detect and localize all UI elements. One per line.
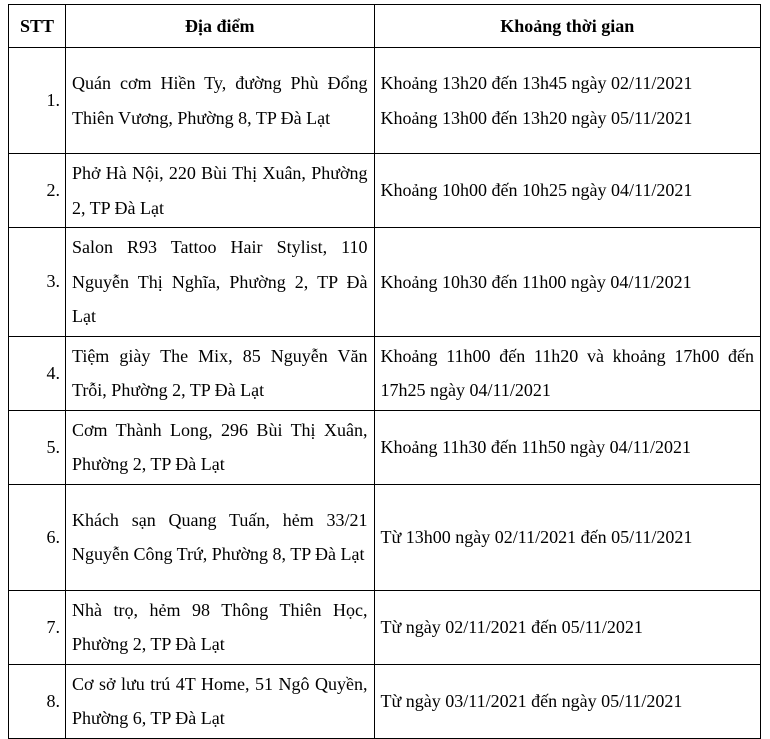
table-row	[9, 410, 761, 484]
time-line: Từ ngày 02/11/2021 đến 05/11/2021	[380, 616, 643, 637]
locations-table	[8, 4, 761, 739]
row-time	[374, 336, 760, 410]
header-time: Khoảng thời gian	[374, 5, 760, 48]
row-stt: 2.	[9, 154, 66, 228]
row-stt: 5.	[9, 410, 66, 484]
row-time	[374, 664, 760, 738]
table-row	[9, 154, 761, 228]
row-location: Quán cơm Hiền Ty, đường Phù Đổng Thiên Vương, Phường 8, TP Đà Lạt	[65, 48, 374, 154]
table-row	[9, 228, 761, 337]
time-line: Từ 13h00 ngày 02/11/2021 đến 05/11/2021	[380, 526, 693, 547]
time-line: Khoảng 10h00 đến 10h25 ngày 04/11/2021	[380, 180, 693, 201]
row-location: Cơm Thành Long, 296 Bùi Thị Xuân, Phường 2, TP Đà Lạt	[65, 410, 374, 484]
table-row	[9, 48, 761, 154]
row-time	[374, 228, 760, 337]
table-row	[9, 336, 761, 410]
row-time	[374, 154, 760, 228]
time-line: Khoảng 11h00 đến 11h20 và khoảng 17h00 đến 17h25 ngày 04/11/2021	[380, 345, 754, 400]
table-row	[9, 590, 761, 664]
table-row	[9, 484, 761, 590]
row-time	[374, 590, 760, 664]
header-stt: STT	[9, 5, 66, 48]
row-time	[374, 48, 760, 154]
row-location: Phở Hà Nội, 220 Bùi Thị Xuân, Phường 2, TP Đà Lạt	[65, 154, 374, 228]
time-line: Khoảng 10h30 đến 11h00 ngày 04/11/2021	[380, 271, 692, 292]
row-stt: 1.	[9, 48, 66, 154]
table-row	[9, 664, 761, 738]
row-stt: 4.	[9, 336, 66, 410]
time-line: Từ ngày 03/11/2021 đến ngày 05/11/2021	[380, 690, 683, 711]
row-location: Salon R93 Tattoo Hair Stylist, 110 Nguyễn Thị Nghĩa, Phường 2, TP Đà Lạt	[65, 228, 374, 337]
time-line: Khoảng 13h00 đến 13h20 ngày 05/11/2021	[380, 107, 693, 128]
row-location: Khách sạn Quang Tuấn, hẻm 33/21 Nguyễn Công Trứ, Phường 8, TP Đà Lạt	[65, 484, 374, 590]
row-stt: 3.	[9, 228, 66, 337]
row-location: Tiệm giày The Mix, 85 Nguyễn Văn Trỗi, Phường 2, TP Đà Lạt	[65, 336, 374, 410]
row-stt: 8.	[9, 664, 66, 738]
row-time	[374, 484, 760, 590]
row-time	[374, 410, 760, 484]
row-stt: 6.	[9, 484, 66, 590]
row-location: Nhà trọ, hẻm 98 Thông Thiên Học, Phường 2, TP Đà Lạt	[65, 590, 374, 664]
header-row	[9, 5, 761, 48]
time-line: Khoảng 13h20 đến 13h45 ngày 02/11/2021	[380, 73, 693, 93]
row-stt: 7.	[9, 590, 66, 664]
header-location: Địa điểm	[65, 5, 374, 48]
row-location: Cơ sở lưu trú 4T Home, 51 Ngô Quyền, Phường 6, TP Đà Lạt	[65, 664, 374, 738]
time-line: Khoảng 11h30 đến 11h50 ngày 04/11/2021	[380, 436, 691, 457]
